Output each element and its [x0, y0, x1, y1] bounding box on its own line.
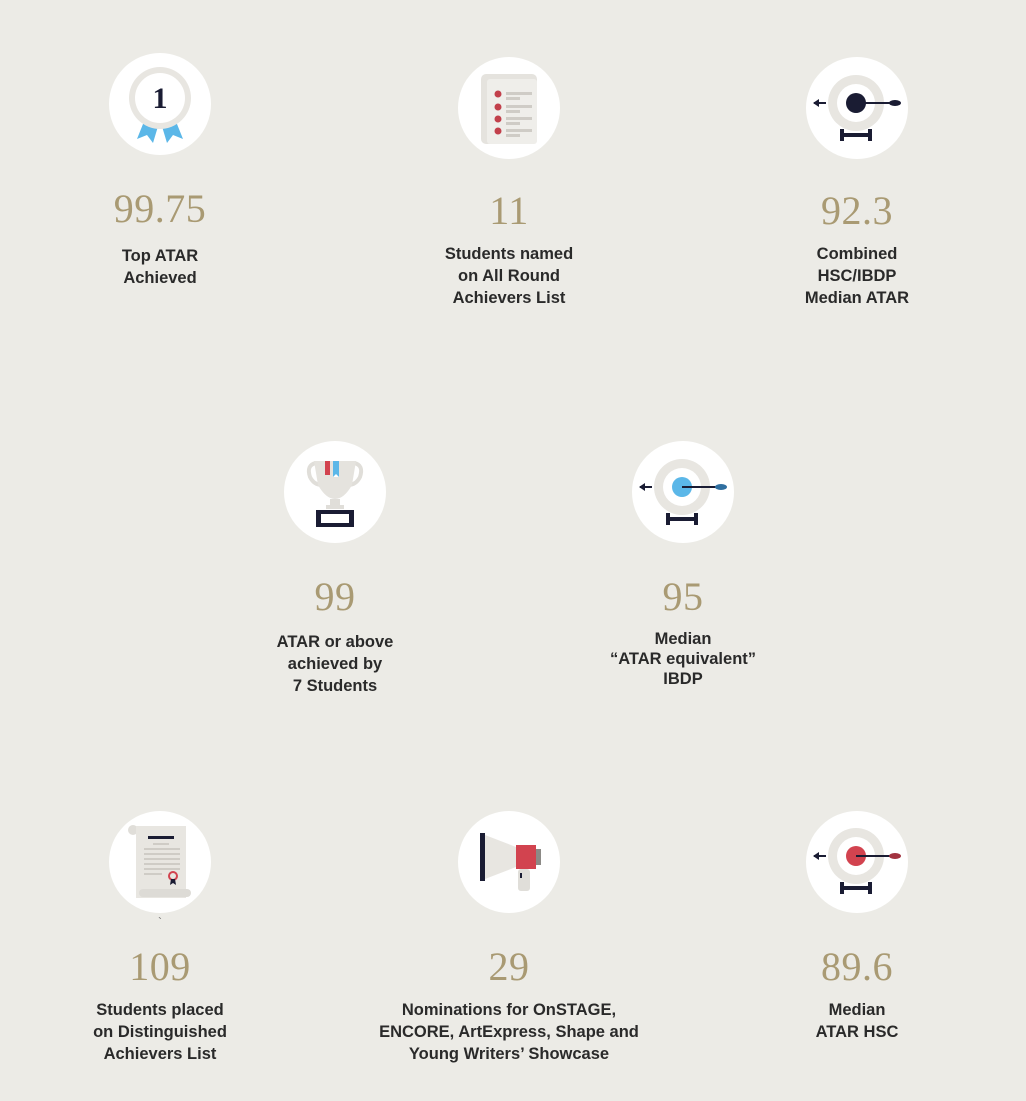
stat-label: Students placed on Distinguished Achievers List [93, 1001, 227, 1063]
stat-hsc-median [707, 811, 1007, 1043]
stat-value: 99 [314, 574, 356, 619]
rosette-1-icon [109, 53, 211, 155]
stat-value: 89.6 [821, 944, 893, 989]
stat-value: 99.75 [113, 186, 207, 231]
stat-value: 109 [129, 944, 191, 989]
stat-ibdp-median [533, 441, 833, 689]
stat-label: ATAR or above achieved by 7 Students [276, 633, 394, 695]
stat-label: Combined HSC/IBDP Median ATAR [804, 245, 910, 307]
stat-combined-median [707, 57, 1007, 309]
stat-label: Top ATAR Achieved [121, 247, 199, 287]
stat-99-atar [185, 441, 485, 697]
stat-nominations [359, 811, 659, 1065]
stat-value: 95 [662, 574, 704, 619]
target-dart-icon [632, 441, 734, 543]
target-dart-icon [806, 811, 908, 913]
stat-value: 11 [489, 188, 529, 233]
target-dart-icon [806, 57, 908, 159]
stat-label: Median “ATAR equivalent” IBDP [609, 630, 757, 688]
stat-distinguished-achievers [10, 811, 310, 1065]
checklist-icon [458, 57, 560, 159]
megaphone-icon [458, 811, 560, 913]
certificate-scroll-icon [109, 811, 211, 913]
stat-value: 92.3 [821, 188, 893, 233]
stat-top-atar [10, 53, 310, 289]
stray-mark: ` [158, 915, 162, 929]
stat-label: Students named on All Round Achievers List [444, 245, 574, 307]
stat-value: 29 [488, 944, 530, 989]
stat-label: Nominations for OnSTAGE, ENCORE, ArtExpress, Shape and Young Writers’ Showcase [379, 1001, 639, 1063]
svg-text:1: 1 [152, 82, 168, 115]
trophy-icon [284, 441, 386, 543]
stat-all-round-achievers [359, 57, 659, 309]
stat-label: Median ATAR HSC [815, 1001, 899, 1041]
